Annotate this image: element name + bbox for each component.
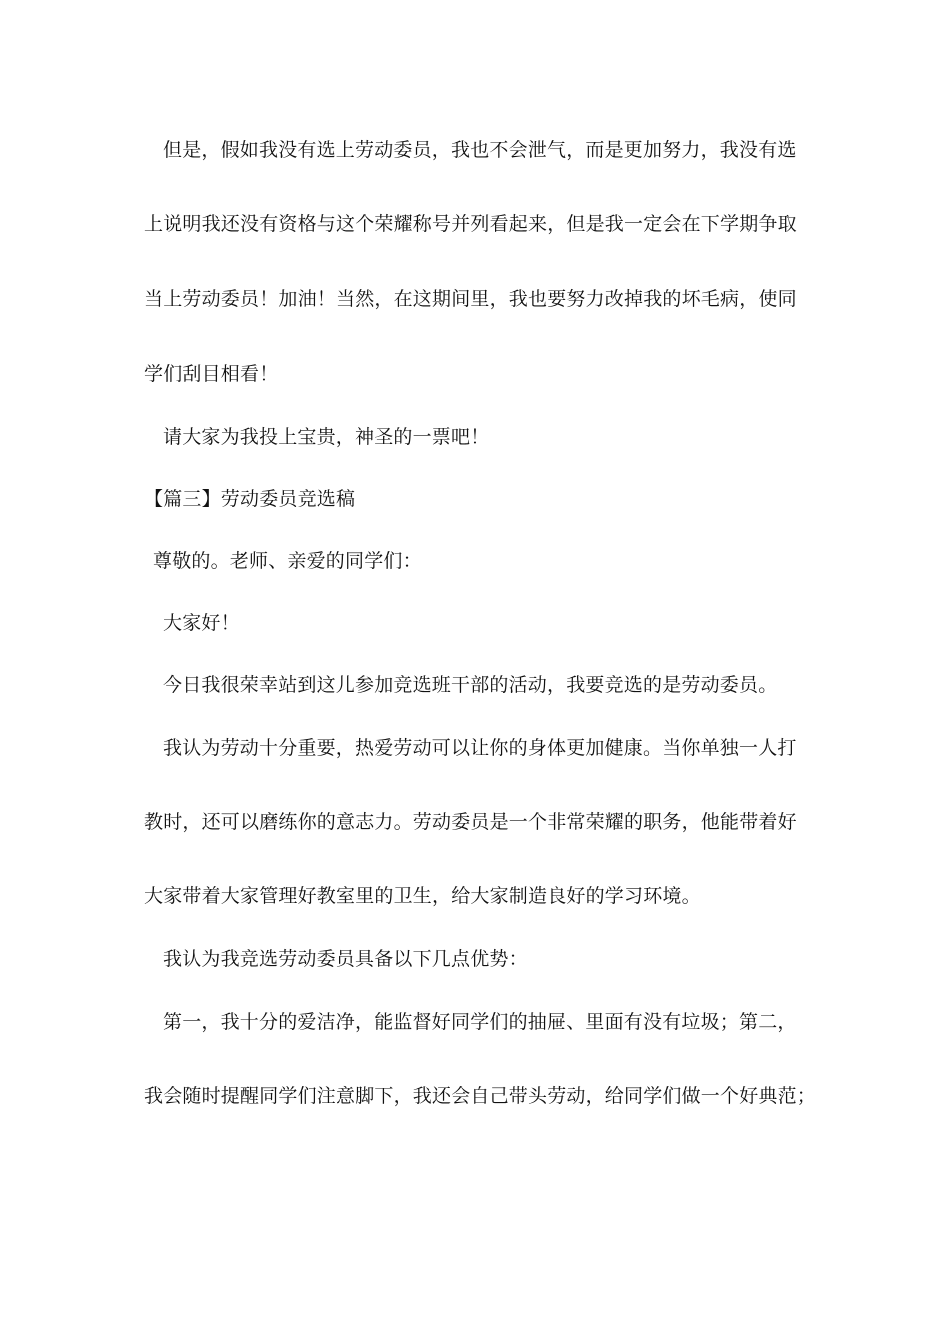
paragraph-line: 但是，假如我没有选上劳动委员，我也不会泄气，而是更加努力，我没有选 [163,139,797,161]
salutation-line: 尊敬的。老师、亲爱的同学们： [153,550,422,572]
paragraph-line: 我认为劳动十分重要，热爱劳动可以让你的身体更加健康。当你单独一人打 [163,737,797,759]
paragraph-line: 大家带着大家管理好教室里的卫生，给大家制造良好的学习环境。 [144,885,701,907]
paragraph-line: 上说明我还没有资格与这个荣耀称号并列看起来，但是我一定会在下学期争取 [144,213,797,235]
paragraph-line: 今日我很荣幸站到这儿参加竞选班干部的活动，我要竞选的是劳动委员。 [163,674,778,696]
paragraph-line: 学们刮目相看！ [144,363,279,385]
paragraph-line: 请大家为我投上宝贵，神圣的一票吧！ [163,426,490,448]
paragraph-line: 教时，还可以磨练你的意志力。劳动委员是一个非常荣耀的职务，他能带着好 [144,811,797,833]
greeting-line: 大家好！ [163,612,240,634]
paragraph-line: 第一，我十分的爱洁净，能监督好同学们的抽屉、里面有没有垃圾；第二， [163,1011,797,1033]
paragraph-line: 我会随时提醒同学们注意脚下，我还会自己带头劳动，给同学们做一个好典范； [144,1085,817,1107]
section-heading: 【篇三】劳动委员竞选稿 [144,488,356,510]
paragraph-line: 我认为我竞选劳动委员具备以下几点优势： [163,948,528,970]
paragraph-line: 当上劳动委员！加油！当然，在这期间里，我也要努力改掉我的坏毛病，使同 [144,288,797,310]
